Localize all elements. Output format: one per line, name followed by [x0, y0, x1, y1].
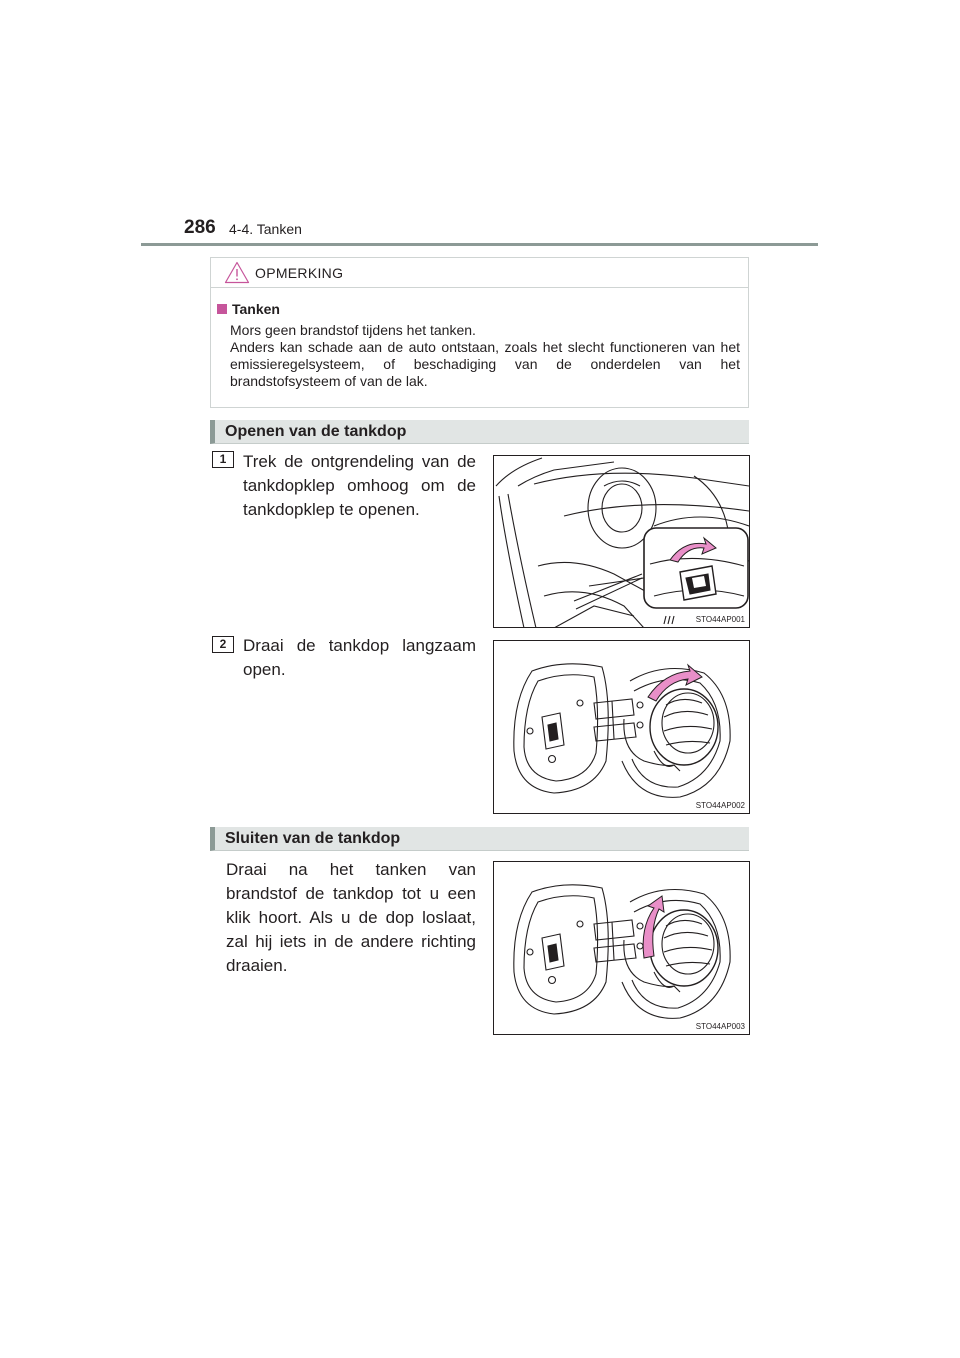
- figure-code: STO44AP003: [695, 1022, 745, 1031]
- step-text-1: Trek de ontgrendeling van de tankdopklep omhoog om de tankdopklep te openen.: [243, 452, 476, 519]
- section-title: 4-4. Tanken: [229, 221, 302, 237]
- heading-open-fuel-cap: Openen van de tankdop: [210, 420, 749, 444]
- notice-line: Anders kan schade aan de auto ontstaan, zoals het slecht functioneren van het emissieregelsysteem, of beschadiging van de onderdelen van het brandstofsysteem of van de lak.: [230, 339, 740, 389]
- close-instructions: Draai na het tanken van brandstof de tankdop tot u een klik hoort. Als u de dop loslaat, zal hij iets in de andere richting draaien.: [226, 860, 476, 975]
- step-number-1: 1: [212, 451, 234, 468]
- page-number: 286: [184, 217, 216, 238]
- notice-header: [211, 258, 748, 288]
- header-rule: [141, 243, 818, 246]
- step-number-2: 2: [212, 636, 234, 653]
- notice-box: [210, 257, 749, 408]
- notice-title: OPMERKING: [255, 265, 344, 281]
- bullet-square-icon: [217, 304, 227, 314]
- notice-body: [230, 322, 740, 390]
- figure-close-fuel-cap: [493, 861, 750, 1035]
- warning-triangle-icon: [224, 261, 250, 284]
- figure-code: STO44AP002: [695, 801, 745, 810]
- notice-subtitle: Tanken: [217, 301, 280, 317]
- figure-open-fuel-cap: [493, 640, 750, 814]
- step-text-2: Draai de tankdop langzaam open.: [243, 636, 476, 679]
- heading-close-fuel-cap: Sluiten van de tankdop: [210, 827, 749, 851]
- figure-code: STO44AP001: [695, 615, 745, 624]
- notice-line: Mors geen brandstof tijdens het tanken.: [230, 322, 476, 338]
- figure-release-lever: [493, 455, 750, 628]
